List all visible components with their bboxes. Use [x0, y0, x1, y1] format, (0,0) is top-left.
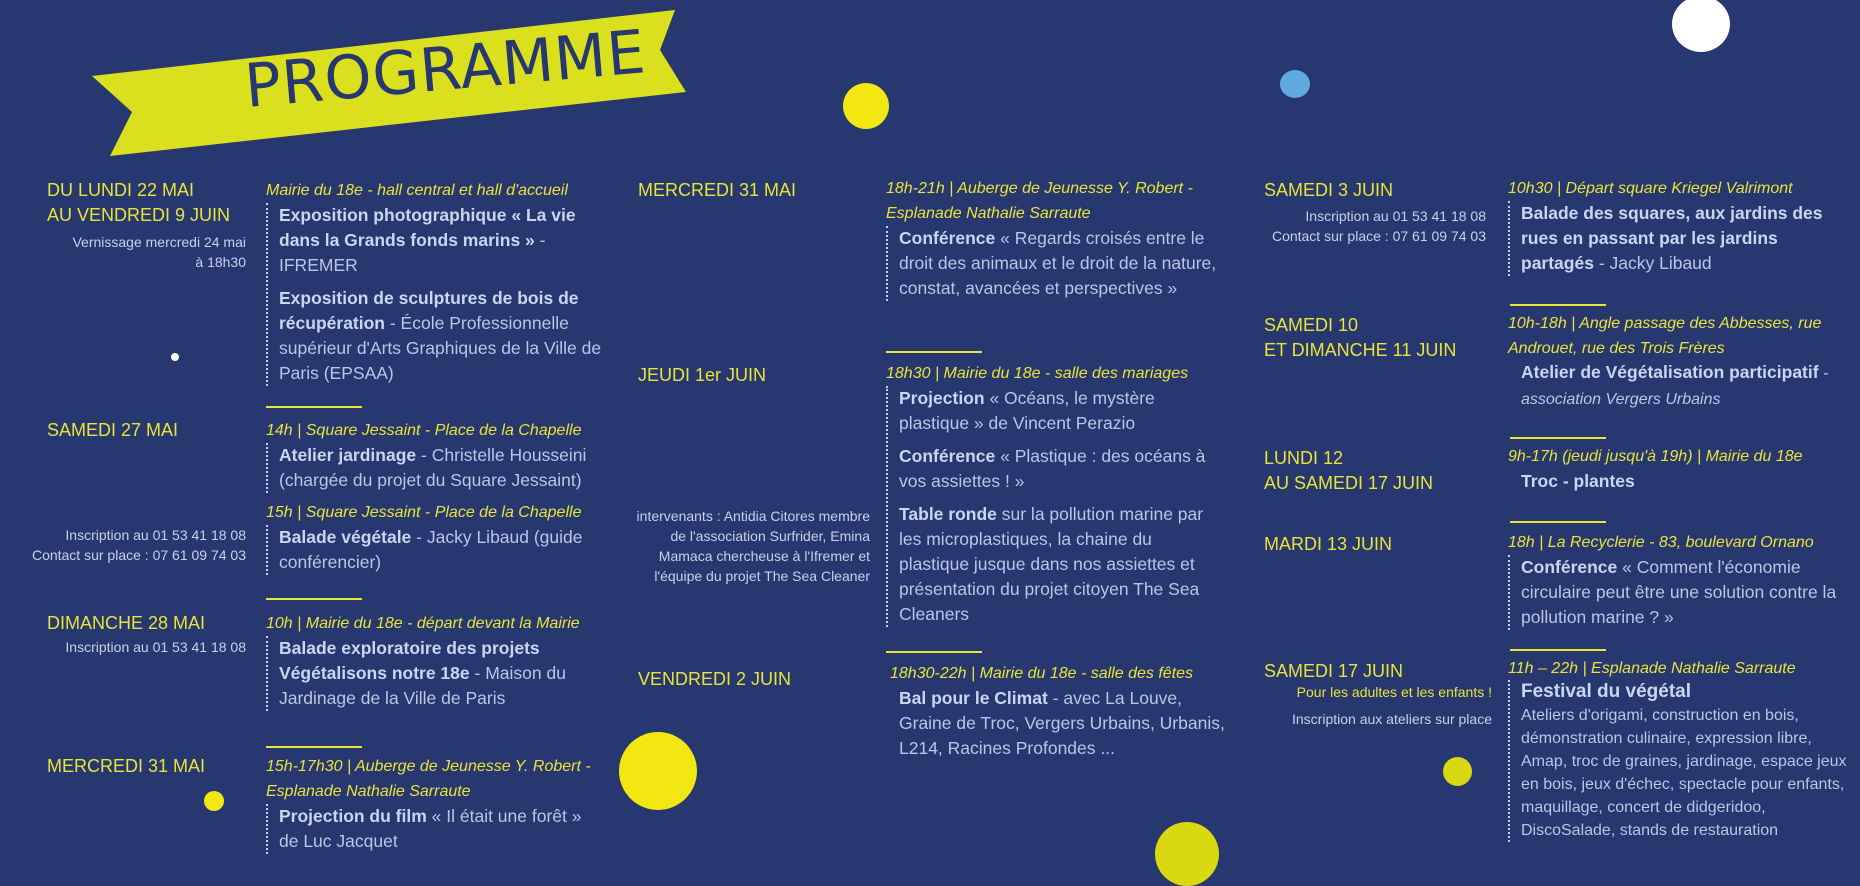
- date-label: MERCREDI 31 MAI: [47, 756, 206, 776]
- event-note: Inscription au 01 53 41 18 08: [65, 639, 246, 655]
- event-description: Exposition photographique « La vie dans la Grands fonds marins » - IFREMER Exposition de sculptures de bois de récupération - École Professionnelle supérieur d'Arts Graphiques de la Ville de Paris (EPSAA): [266, 203, 609, 386]
- date-label: MARDI 13 JUIN: [1264, 534, 1393, 554]
- event-location: 10h30 | Départ square Kriegel Valrimont: [1508, 180, 1793, 197]
- decorative-dot: [171, 353, 179, 361]
- decorative-dot: [1443, 757, 1472, 786]
- event-description: Balade végétale - Jacky Libaud (guide conférencier): [266, 525, 609, 575]
- event-location: 15h | Square Jessaint - Place de la Chapelle: [266, 504, 582, 521]
- event-description: Bal pour le Climat - avec La Louve, Graine de Troc, Vergers Urbains, Urbanis, L214, Racines Profondes ...: [899, 688, 1225, 758]
- event-description: Atelier de Végétalisation participatif - association Vergers Urbains: [1521, 362, 1829, 408]
- date-label: VENDREDI 2 JUIN: [638, 669, 792, 689]
- section-divider: [266, 406, 362, 408]
- decorative-dot: [1280, 70, 1310, 98]
- section-divider: [1510, 437, 1606, 439]
- decorative-dot: [619, 732, 697, 810]
- event-location: 18h | La Recyclerie - 83, boulevard Ornano: [1508, 534, 1814, 551]
- date-label: SAMEDI 17 JUIN: [1264, 661, 1404, 681]
- event-location: 18h30-22h | Mairie du 18e - salle des fêtes: [890, 665, 1194, 682]
- event-location: 14h | Square Jessaint - Place de la Chapelle: [266, 422, 582, 439]
- event-description: Balade exploratoire des projets Végétalisons notre 18e - Maison du Jardinage de la Ville de Paris: [266, 636, 609, 711]
- date-label: LUNDI 12 AU SAMEDI 17 JUIN: [1264, 448, 1434, 493]
- event-description: Conférence « Regards croisés entre le droit des animaux et le droit de la nature, constat, avancées et perspectives »: [886, 226, 1219, 301]
- section-divider: [886, 651, 982, 653]
- date-label: SAMEDI 10 ET DIMANCHE 11 JUIN: [1264, 315, 1457, 360]
- event-note: Inscription au 01 53 41 18 08 Contact sur place : 07 61 09 74 03: [31, 527, 246, 563]
- event-note: Pour les adultes et les enfants !: [1296, 684, 1492, 700]
- event-description: Projection du film « Il était une forêt » de Luc Jacquet: [266, 804, 589, 854]
- date-label: JEUDI 1er JUIN: [638, 365, 767, 385]
- event-location: 10h-18h | Angle passage des Abbesses, rue Androuet, rue des Trois Frères: [1508, 315, 1822, 357]
- event-note: intervenants : Antidia Citores membre de l'association Surfrider, Emina Mamaca chercheuse à l'Ifremer et l'équipe du projet The Sea Cleaner: [636, 508, 870, 584]
- section-divider: [886, 351, 982, 353]
- event-note: Inscription aux ateliers sur place: [1292, 711, 1492, 727]
- section-divider: [1510, 521, 1606, 523]
- event-note: Inscription au 01 53 41 18 08 Contact sur place : 07 61 09 74 03: [1271, 208, 1486, 244]
- section-divider: [1510, 304, 1606, 306]
- decorative-dot: [204, 791, 224, 811]
- event-description: Projection « Océans, le mystère plastique » de Vincent Perazio Conférence « Plastique : des océans à vos assiettes ! » Table ronde sur la pollution marine par les microplastiques, la chaine du plastique jusque dans nos assiettes et présentation du projet citoyen The Sea Cleaners: [886, 386, 1219, 627]
- date-label: DIMANCHE 28 MAI: [47, 613, 206, 633]
- decorative-dot: [1672, 0, 1730, 52]
- page-title: PROGRAMME: [241, 17, 649, 123]
- event-description: Conférence « Comment l'économie circulaire peut être une solution contre la pollution marine ? »: [1508, 555, 1851, 630]
- section-divider: [266, 746, 362, 748]
- event-location: 18h-21h | Auberge de Jeunesse Y. Robert - Esplanade Nathalie Sarraute: [886, 180, 1193, 222]
- event-location: 10h | Mairie du 18e - départ devant la Mairie: [266, 615, 580, 632]
- event-location: 18h30 | Mairie du 18e - salle des mariages: [886, 365, 1189, 382]
- date-label: MERCREDI 31 MAI: [638, 180, 797, 200]
- date-label: SAMEDI 3 JUIN: [1264, 180, 1394, 200]
- date-label: SAMEDI 27 MAI: [47, 420, 179, 440]
- event-description: Atelier jardinage - Christelle Housseini (chargée du projet du Square Jessaint): [266, 443, 609, 493]
- section-divider: [1510, 649, 1606, 651]
- event-description: Festival du végétal Ateliers d'origami, construction en bois, démonstration culinaire, expression libre, Amap, troc de graines, jardinage, espace jeux en bois, jeux d'échec, spectacle pour enfants, maquillage, concert de didgeridoo, DiscoSalade, stands de restauration: [1508, 680, 1851, 842]
- event-location: Mairie du 18e - hall central et hall d'accueil: [266, 182, 568, 199]
- event-location: 9h-17h (jeudi jusqu'à 19h) | Mairie du 18e: [1508, 448, 1803, 465]
- event-description: Troc - plantes: [1521, 471, 1635, 491]
- decorative-dot: [1155, 822, 1219, 886]
- event-note: Vernissage mercredi 24 mai à 18h30: [72, 234, 246, 270]
- date-label: DU LUNDI 22 MAI AU VENDREDI 9 JUIN: [47, 180, 231, 225]
- event-location: 11h – 22h | Esplanade Nathalie Sarraute: [1508, 660, 1796, 677]
- event-description: Balade des squares, aux jardins des rues en passant par les jardins partagés - Jacky Libaud: [1508, 201, 1853, 276]
- event-location: 15h-17h30 | Auberge de Jeunesse Y. Robert - Esplanade Nathalie Sarraute: [266, 758, 591, 800]
- decorative-dot: [843, 83, 889, 129]
- section-divider: [266, 598, 362, 600]
